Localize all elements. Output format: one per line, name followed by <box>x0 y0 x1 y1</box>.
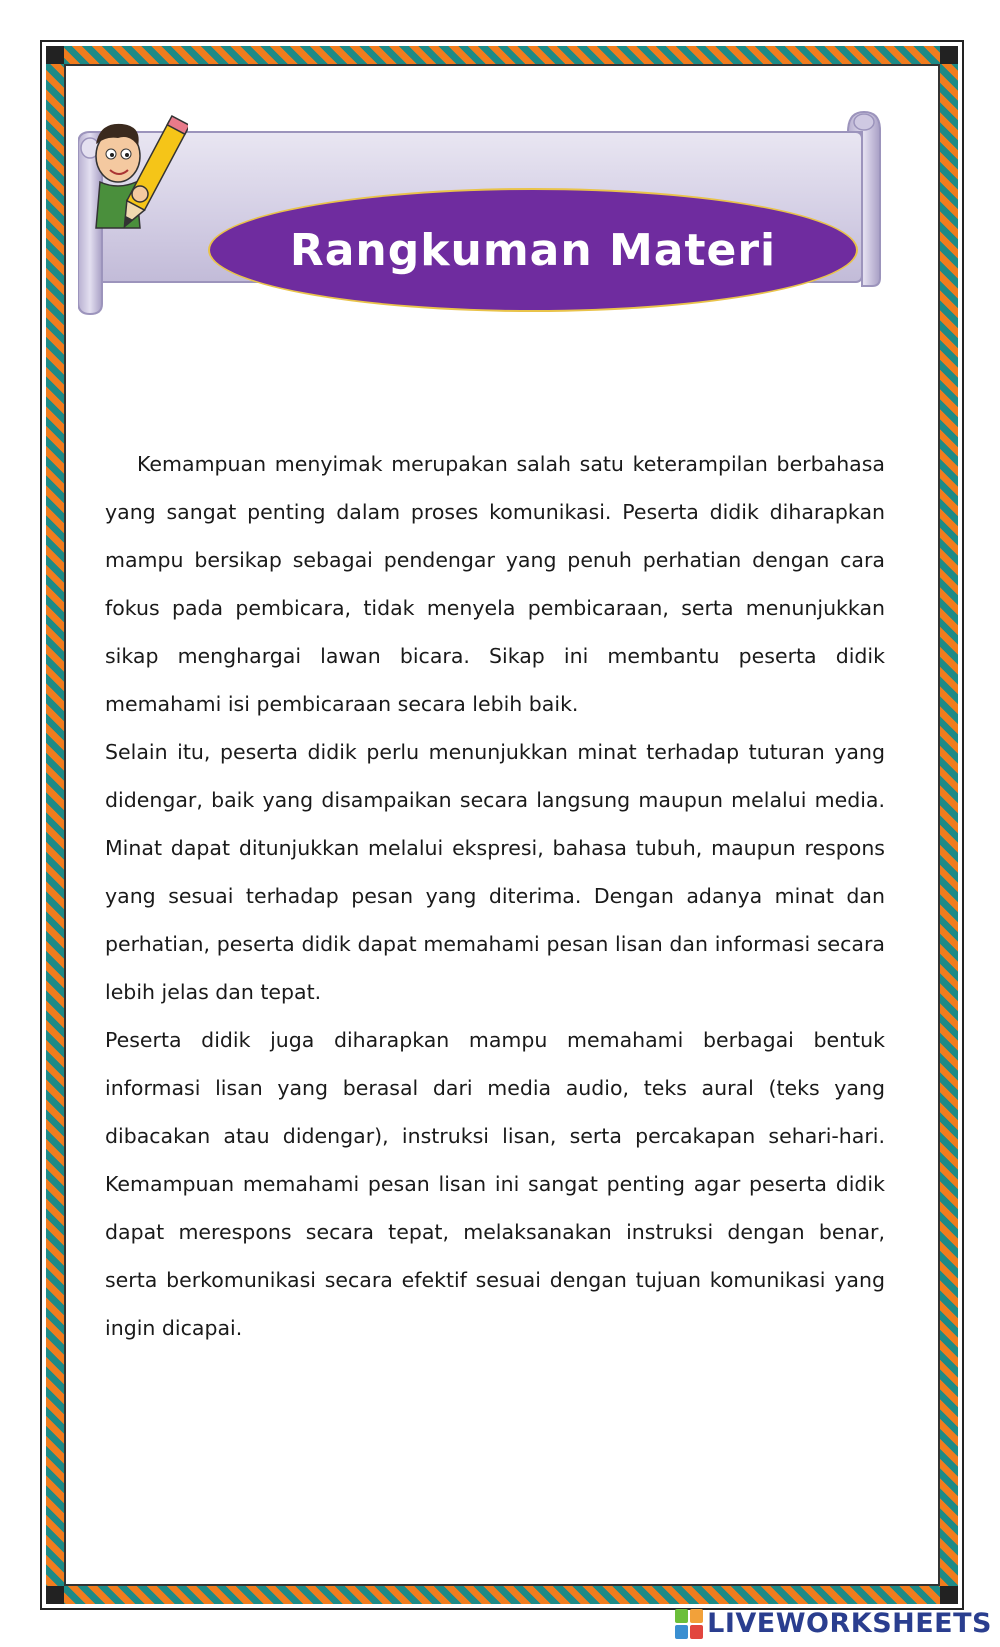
mascot-pencil-icon <box>78 108 188 248</box>
title-oval <box>208 188 858 312</box>
paragraph: Peserta didik juga diharapkan mampu memahami berbagai bentuk informasi lisan yang berasal dari media audio, teks aural (teks yang dibacakan atau didengar), instruksi lisan, serta percakapan sehari-hari. Kemampuan memahami pesan lisan ini sangat penting agar peserta didik dapat merespons secara tepat, melaksanakan instruksi dengan benar, serta berkomunikasi secara efektif sesuai dengan tujuan komunikasi yang ingin dicapai. <box>105 1028 885 1340</box>
corner-decoration <box>46 46 64 64</box>
corner-decoration <box>940 46 958 64</box>
corner-decoration <box>940 1586 958 1604</box>
page-title: Rangkuman Materi <box>289 224 777 276</box>
liveworksheets-logo-icon <box>675 1609 703 1639</box>
title-banner <box>78 108 898 328</box>
watermark-text: LIVEWORKSHEETS <box>707 1608 992 1639</box>
corner-decoration <box>46 1586 64 1604</box>
summary-text <box>105 440 885 1352</box>
paragraph: Kemampuan menyimak merupakan salah satu keterampilan berbahasa yang sangat penting dalam proses komunikasi. Peserta didik diharapkan mampu bersikap sebagai pendengar yang penuh perhatian dengan cara fokus pada pembicara, tidak menyela pembicaraan, serta menunjukkan sikap menghargai lawan bicara. Sikap ini membantu peserta didik memahami isi pembicaraan secara lebih baik. <box>105 452 885 716</box>
paragraph: Selain itu, peserta didik perlu menunjukkan minat terhadap tuturan yang didengar, baik yang disampaikan secara langsung maupun melalui media. Minat dapat ditunjukkan melalui ekspresi, bahasa tubuh, maupun respons yang sesuai terhadap pesan yang diterima. Dengan adanya minat dan perhatian, peserta didik dapat memahami pesan lisan dan informasi secara lebih jelas dan tepat. <box>105 740 885 1004</box>
liveworksheets-watermark <box>675 1608 992 1639</box>
